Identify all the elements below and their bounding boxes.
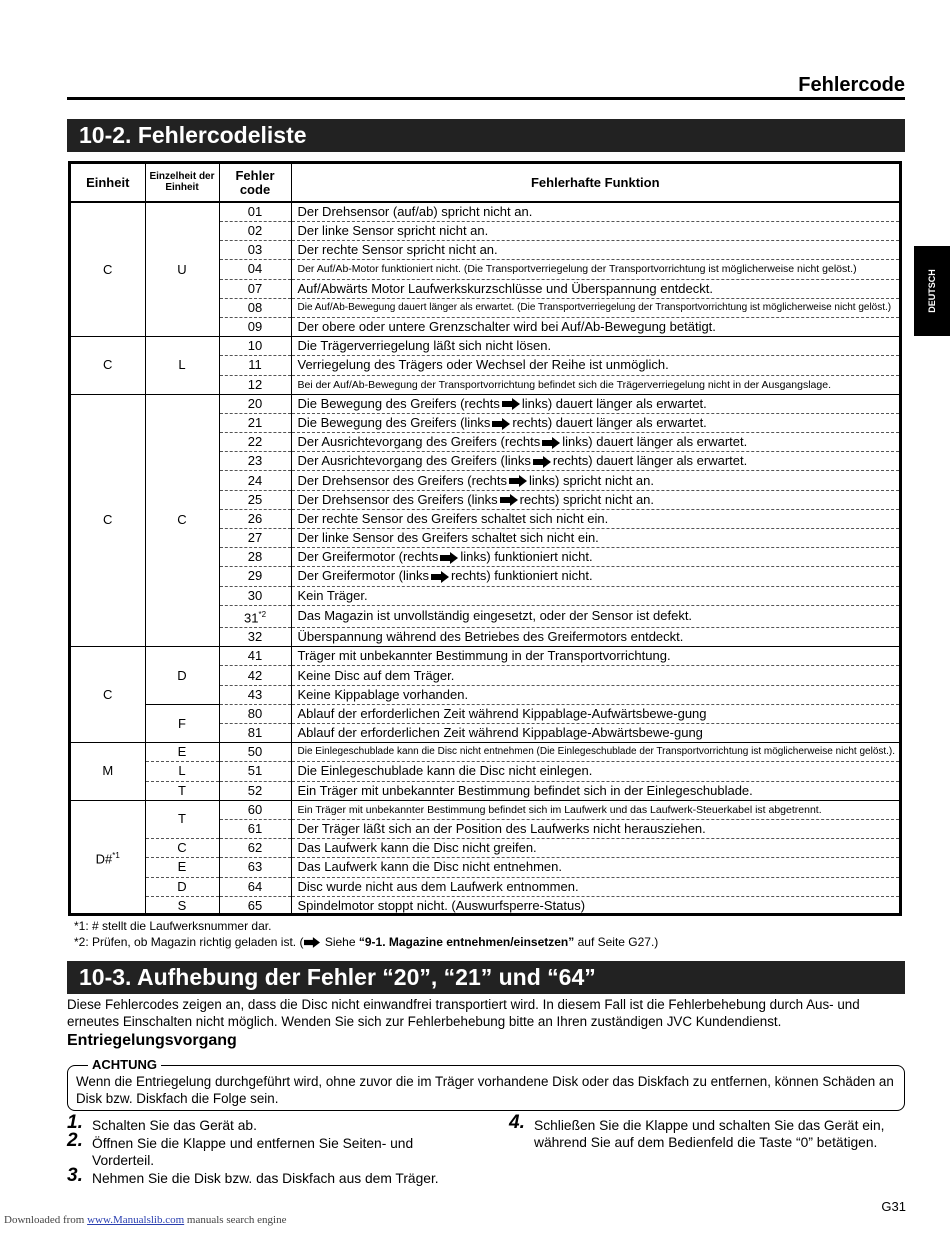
- function-text: [291, 433, 899, 452]
- arrow-right-icon: [542, 437, 560, 449]
- function-text-part: rechts) dauert länger als erwartet.: [512, 414, 707, 430]
- step-number: 2.: [67, 1130, 83, 1151]
- step-item: [67, 1165, 477, 1187]
- error-code: 81: [219, 724, 291, 743]
- function-text-part: Der Drehsensor des Greifers (rechts: [297, 472, 508, 488]
- page-title: Fehlercode: [798, 74, 905, 96]
- function-text-part: links) dauert länger als erwartet.: [521, 395, 707, 411]
- function-text-part: Der Greifermotor (rechts: [297, 549, 439, 565]
- function-text: Der linke Sensor spricht nicht an.: [291, 222, 899, 241]
- function-text: Der Auf/Ab-Motor funktioniert nicht. (Die Transportverriegelung der Transportvorrichtung ist möglicherweise nicht gelöst.): [291, 260, 899, 279]
- unit-detail-cell: T: [145, 781, 219, 800]
- arrow-right-icon: [440, 552, 458, 564]
- function-text: Der Träger läßt sich an der Position des Laufwerks nicht herausziehen.: [291, 819, 899, 838]
- header-function: Fehlerhafte Funktion: [291, 164, 899, 202]
- function-text: Ablauf der erforderlichen Zeit während Kippablage-Aufwärtsbewe-gung: [291, 704, 899, 723]
- unit-detail-cell: E: [145, 743, 219, 762]
- step-number: 1.: [67, 1112, 83, 1133]
- error-code: 42: [219, 666, 291, 685]
- error-code: 51: [219, 762, 291, 781]
- error-code: 01: [219, 202, 291, 222]
- unit-detail-cell: U: [145, 202, 219, 337]
- function-text: Der Drehsensor (auf/ab) spricht nicht an.: [291, 202, 899, 222]
- error-code: 28: [219, 548, 291, 567]
- function-text-part: links) spricht nicht an.: [529, 472, 655, 488]
- step-item: [67, 1130, 477, 1169]
- function-text: Die Einlegeschublade kann die Disc nicht entnehmen (Die Einlegeschublade der Transportvorrichtung ist möglicherweise nicht gelöst.).: [291, 743, 899, 762]
- error-code: 27: [219, 529, 291, 548]
- error-code: 50: [219, 743, 291, 762]
- table-row: [71, 877, 899, 896]
- step-text: Schließen Sie die Klappe und schalten Sie das Gerät ein, während Sie auf dem Bedienfeld die Taste “0” betätigen.: [534, 1118, 885, 1150]
- error-code: 09: [219, 317, 291, 336]
- function-text: [291, 490, 899, 509]
- unit-detail-cell: F: [145, 704, 219, 742]
- function-text-part: Der Drehsensor des Greifers (links: [297, 491, 498, 507]
- function-text: Die Trägerverriegelung läßt sich nicht lösen.: [291, 337, 899, 356]
- function-text: Der linke Sensor des Greifers schaltet sich nicht ein.: [291, 529, 899, 548]
- error-code: 60: [219, 800, 291, 819]
- section-heading-error-list: 10-2. Fehlercodeliste: [67, 119, 905, 152]
- error-code: 02: [219, 222, 291, 241]
- function-text: [291, 413, 899, 432]
- arrow-right-icon: [533, 456, 551, 468]
- header-unit: Einheit: [71, 164, 145, 202]
- error-code: 43: [219, 685, 291, 704]
- error-code-table: [68, 161, 902, 916]
- function-text: Disc wurde nicht aus dem Laufwerk entnommen.: [291, 877, 899, 896]
- table-row: [71, 781, 899, 800]
- footnote-2-text: *2: Prüfen, ob Magazin richtig geladen ist. (: [74, 935, 304, 949]
- table-row: [71, 394, 899, 413]
- error-code: 61: [219, 819, 291, 838]
- function-text: Verriegelung des Trägers oder Wechsel der Reihe ist unmöglich.: [291, 356, 899, 375]
- function-text: Das Laufwerk kann die Disc nicht entnehmen.: [291, 858, 899, 877]
- unit-detail-cell: E: [145, 858, 219, 877]
- function-text: Die Einlegeschublade kann die Disc nicht einlegen.: [291, 762, 899, 781]
- table-row: [71, 704, 899, 723]
- unit-cell: [71, 800, 145, 915]
- error-code: 26: [219, 509, 291, 528]
- error-code: 62: [219, 839, 291, 858]
- caution-box: [67, 1057, 905, 1111]
- step-number: 4.: [509, 1112, 525, 1133]
- error-code: 63: [219, 858, 291, 877]
- arrow-right-icon: [509, 475, 527, 487]
- intro-paragraph: Diese Fehlercodes zeigen an, dass die Disc nicht einwandfrei transportiert wird. In diesem Fall ist die Fehlerbehebung durch Aus- und erneutes Einschalten nicht möglich. Wenden Sie sich zur Fehlerbehebung bitte an Ihren zuständigen JVC Kundendienst.: [67, 997, 860, 1029]
- footnote-2: [74, 934, 658, 950]
- unit-detail-cell: L: [145, 762, 219, 781]
- function-text: [291, 452, 899, 471]
- unit-detail-cell: D: [145, 647, 219, 705]
- error-code: 80: [219, 704, 291, 723]
- page-header: [67, 74, 905, 100]
- footnote-marker: *1: [112, 851, 120, 861]
- function-text-part: links) funktioniert nicht.: [460, 549, 593, 565]
- arrow-right-icon: [502, 398, 520, 410]
- unit-detail-cell: D: [145, 877, 219, 896]
- steps-right-column: [509, 1112, 909, 1152]
- caution-text: Wenn die Entriegelung durchgeführt wird, ohne zuvor die im Träger vorhandene Disk oder das Diskfach zu entfernen, können Schäden an Disk bzw. Diskfach die Folge sein.: [76, 1074, 894, 1106]
- function-text: Kein Träger.: [291, 586, 899, 605]
- table-row: [71, 839, 899, 858]
- function-text: [291, 394, 899, 413]
- error-code: 04: [219, 260, 291, 279]
- table-row: [71, 647, 899, 666]
- function-text-part: rechts) spricht nicht an.: [519, 491, 655, 507]
- error-code: 24: [219, 471, 291, 490]
- unit-cell: C: [71, 394, 145, 647]
- function-text: Spindelmotor stoppt nicht. (Auswurfsperre-Status): [297, 898, 586, 914]
- error-code: 20: [219, 394, 291, 413]
- function-text: [291, 471, 899, 490]
- error-code: 03: [219, 241, 291, 260]
- unit-value: D#: [95, 851, 113, 867]
- unit-detail-cell: C: [145, 394, 219, 647]
- function-text-part: Die Bewegung des Greifers (links: [297, 414, 491, 430]
- error-code: 22: [219, 433, 291, 452]
- step-text: Nehmen Sie die Disk bzw. das Diskfach aus dem Träger.: [92, 1171, 439, 1186]
- function-text: [291, 548, 899, 567]
- download-prefix: Downloaded from: [4, 1214, 85, 1226]
- footnote-2-page: auf Seite G27.): [577, 935, 659, 949]
- function-text: Das Magazin ist unvollständig eingesetzt, oder der Sensor ist defekt.: [291, 605, 899, 627]
- function-text-part: Der Ausrichtevorgang des Greifers (links: [297, 453, 531, 469]
- unit-cell: C: [71, 337, 145, 395]
- error-code: 64: [219, 877, 291, 896]
- function-text: Ein Träger mit unbekannter Bestimmung befindet sich in der Einlegeschublade.: [291, 781, 899, 800]
- download-suffix: manuals search engine: [186, 1214, 287, 1226]
- error-code: [219, 605, 291, 627]
- caution-label: ACHTUNG: [88, 1057, 161, 1072]
- language-tab: [914, 246, 950, 336]
- error-code: 29: [219, 567, 291, 586]
- function-text: Auf/Abwärts Motor Laufwerkskurzschlüsse und Überspannung entdeckt.: [291, 279, 899, 298]
- table-row: [71, 800, 899, 819]
- arrow-right-icon: [304, 937, 320, 948]
- error-code: 52: [219, 781, 291, 800]
- function-text-part: links) dauert länger als erwartet.: [562, 434, 748, 450]
- arrow-right-icon: [431, 571, 449, 583]
- error-code: 23: [219, 452, 291, 471]
- unit-detail-cell: S: [145, 896, 219, 915]
- function-text: [291, 567, 899, 586]
- function-text: Keine Kippablage vorhanden.: [291, 685, 899, 704]
- section-heading-clear-errors: 10-3. Aufhebung der Fehler “20”, “21” und “64”: [67, 961, 905, 994]
- function-text: Ein Träger mit unbekannter Bestimmung befindet sich im Laufwerk und das Laufwerk-Steuerkabel ist abgetrennt.: [291, 800, 899, 819]
- footnote-marker: *2: [258, 609, 267, 619]
- manualslib-link[interactable]: www.Manualslib.com: [87, 1214, 185, 1226]
- step-item: [67, 1112, 477, 1134]
- page-number: G31: [881, 1199, 906, 1214]
- function-text: Der rechte Sensor spricht nicht an.: [291, 241, 899, 260]
- table-row: [71, 896, 899, 915]
- language-tab-label: DEUTSCH: [927, 269, 937, 313]
- function-text-part: Der Greifermotor (links: [297, 568, 429, 584]
- error-code: 10: [219, 337, 291, 356]
- error-code: 32: [219, 628, 291, 647]
- function-text: Der obere oder untere Grenzschalter wird bei Auf/Ab-Bewegung betätigt.: [291, 317, 899, 336]
- error-code: 65: [219, 896, 291, 915]
- unit-cell: C: [71, 647, 145, 743]
- function-text-part: rechts) dauert länger als erwartet.: [552, 453, 748, 469]
- unit-cell: C: [71, 202, 145, 337]
- steps-left-column: [67, 1112, 477, 1188]
- error-code: 08: [219, 298, 291, 317]
- download-notice: [4, 1214, 286, 1226]
- function-text: Träger mit unbekannter Bestimmung in der Transportvorrichtung.: [291, 647, 899, 666]
- function-text: Die Auf/Ab-Bewegung dauert länger als erwartet. (Die Transportverriegelung der Transportvorrichtung ist möglicherweise nicht gelöst.): [291, 298, 899, 317]
- table-row: [71, 202, 899, 222]
- unit-cell: M: [71, 743, 145, 801]
- arrow-right-icon: [500, 494, 518, 506]
- step-number: 3.: [67, 1165, 83, 1186]
- table-row: [71, 762, 899, 781]
- table-row: [71, 858, 899, 877]
- error-code: 41: [219, 647, 291, 666]
- error-code: 21: [219, 413, 291, 432]
- unit-detail-cell: L: [145, 337, 219, 395]
- step-text: Schalten Sie das Gerät ab.: [92, 1118, 257, 1133]
- unit-detail-cell: T: [145, 800, 219, 838]
- function-text: Keine Disc auf dem Träger.: [291, 666, 899, 685]
- function-text: Der rechte Sensor des Greifers schaltet sich nicht ein.: [291, 509, 899, 528]
- footnote-1: *1: # stellt die Laufwerksnummer dar.: [74, 919, 272, 933]
- step-item: [509, 1112, 909, 1151]
- footnote-2-reference: “9-1. Magazine entnehmen/einsetzen”: [358, 935, 575, 949]
- header-error-code: Fehler code: [219, 164, 291, 202]
- error-code: 11: [219, 356, 291, 375]
- function-text-part: Der Ausrichtevorgang des Greifers (rechts: [297, 434, 541, 450]
- function-text: Das Laufwerk kann die Disc nicht greifen.: [291, 839, 899, 858]
- footnote-2-see: Siehe: [324, 935, 356, 949]
- function-text: Ablauf der erforderlichen Zeit während Kippablage-Abwärtsbewe-gung: [291, 724, 899, 743]
- error-code-value: 31: [243, 610, 259, 626]
- procedure-heading: Entriegelungsvorgang: [67, 1032, 237, 1049]
- error-code: 25: [219, 490, 291, 509]
- step-text: Öffnen Sie die Klappe und entfernen Sie Seiten- und Vorderteil.: [92, 1136, 414, 1168]
- function-text-part: rechts) funktioniert nicht.: [450, 568, 593, 584]
- footnotes: [74, 918, 658, 950]
- function-text: Bei der Auf/Ab-Bewegung der Transportvorrichtung befindet sich die Trägerverriegelung nicht in der Ausgangslage.: [291, 375, 899, 394]
- unit-detail-cell: C: [145, 839, 219, 858]
- function-text: Überspannung während des Betriebes des Greifermotors entdeckt.: [291, 628, 899, 647]
- table-row: [71, 337, 899, 356]
- error-code: 30: [219, 586, 291, 605]
- error-code: 07: [219, 279, 291, 298]
- function-text-part: Die Bewegung des Greifers (rechts: [297, 395, 500, 411]
- arrow-right-icon: [492, 418, 510, 430]
- table-row: [71, 743, 899, 762]
- header-unit-detail: Einzelheit der Einheit: [145, 164, 219, 202]
- error-code: 12: [219, 375, 291, 394]
